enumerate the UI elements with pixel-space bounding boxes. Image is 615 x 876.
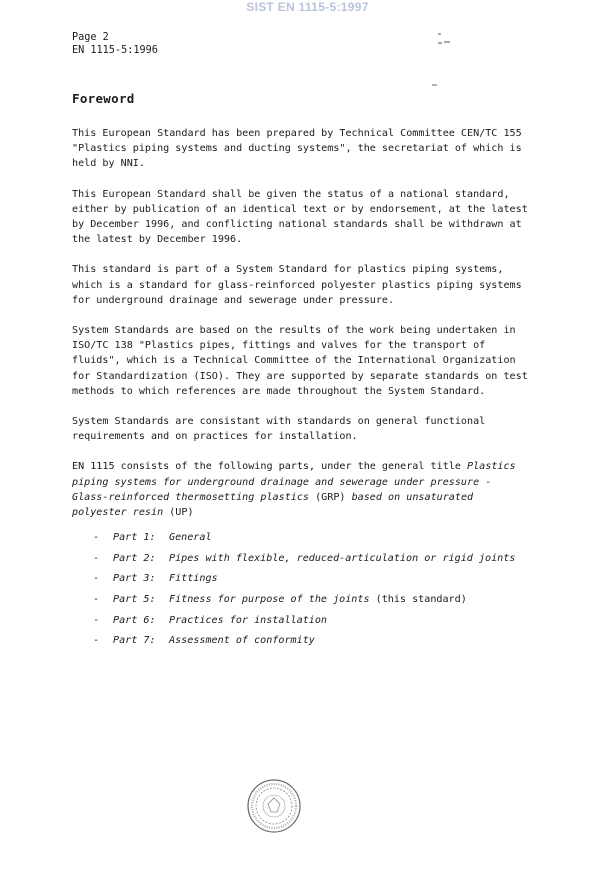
list-item: - Part 1: General xyxy=(93,532,212,544)
page-number: Page 2 xyxy=(72,32,109,43)
paragraph: System Standards are consistant with standards on general functional requirements and on practices for installation. xyxy=(72,416,486,443)
list-item: - Part 5: Fitness for purpose of the joints (this standard) xyxy=(93,594,467,606)
paragraph: This standard is part of a System Standard for plastics piping systems, which is a standard for glass-reinforced polyester plastics piping systems for underground drainage and sewerage under pressure. xyxy=(72,264,522,306)
foreword-body xyxy=(72,126,552,654)
scan-marks xyxy=(436,30,456,50)
paragraph: This European Standard has been prepared by Technical Committee CEN/TC 155 "Plastics piping systems and ducting systems", the secretariat of which is held by NNI. xyxy=(72,128,522,170)
scan-speck xyxy=(431,80,439,88)
watermark: SIST EN 1115-5:1997 xyxy=(246,0,369,14)
page-header xyxy=(72,31,158,57)
standard-number: EN 1115-5:1996 xyxy=(72,45,158,56)
paragraph: This European Standard shall be given the status of a national standard, either by publication of an identical text or by endorsement, at the latest by December 1996, and conflicting national standards shall be withdrawn at the latest by December 1996. xyxy=(72,188,528,246)
official-seal-stamp xyxy=(246,778,302,834)
list-item: - Part 6: Practices for installation xyxy=(93,614,328,626)
parts-intro: EN 1115 consists of the following parts, under the general title Plastics piping systems for underground drainage and sewerage under pressure - Glass-reinforced thermosetting plastics (GRP) based on unsaturated polyester resin (UP) xyxy=(72,461,516,519)
parts-list xyxy=(72,530,552,654)
section-title: Foreword xyxy=(72,91,135,106)
list-item: - Part 2: Pipes with flexible, reduced-articulation or rigid joints xyxy=(93,552,516,564)
list-item: - Part 7: Assessment of conformity xyxy=(93,635,315,647)
paragraph: System Standards are based on the results of the work being undertaken in ISO/TC 138 "Plastics pipes, fittings and valves for the transport of fluids", which is a Technical Committee of the International Organization for Standardization (ISO). They are supported by separate standards on test methods to which references are made throughout the System Standard. xyxy=(72,325,528,397)
list-item: - Part 3: Fittings xyxy=(93,573,218,585)
